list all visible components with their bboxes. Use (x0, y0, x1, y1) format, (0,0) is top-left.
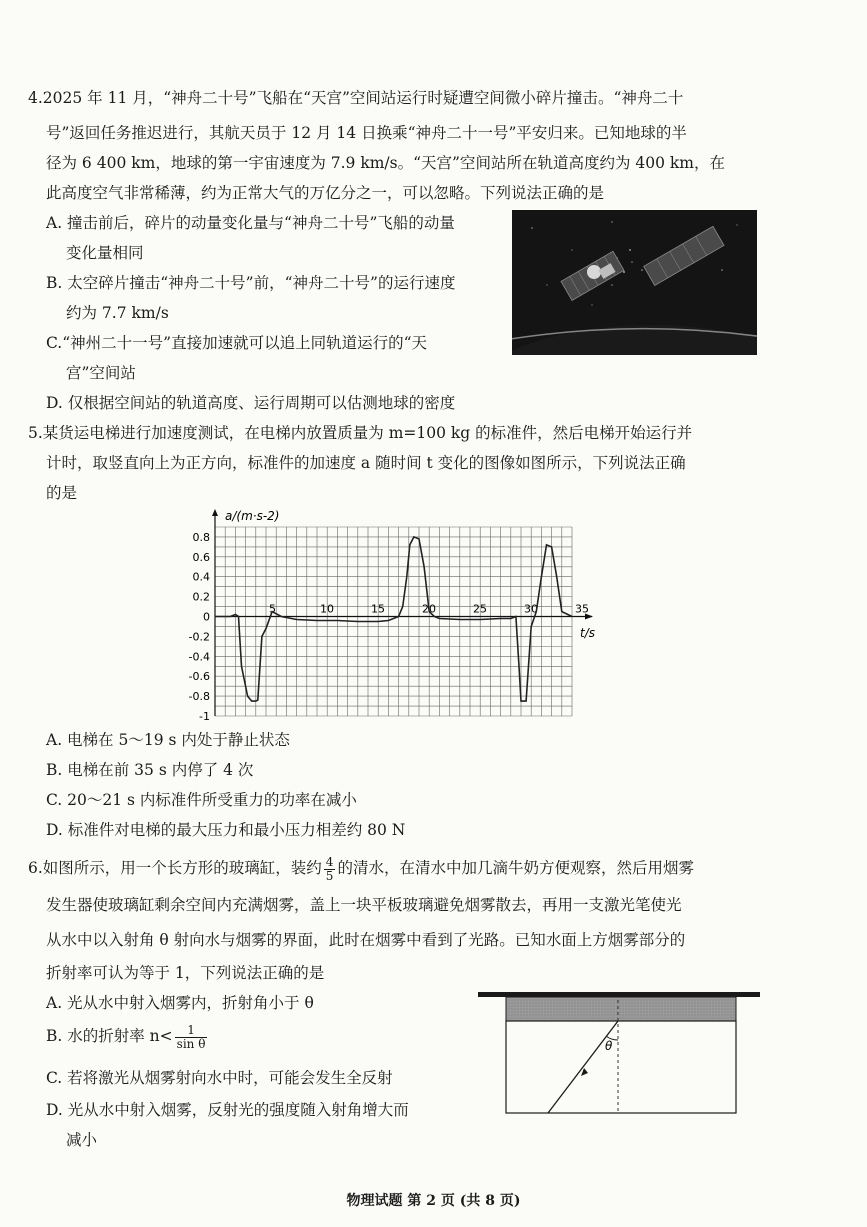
y-tick-label: 0 (203, 610, 210, 624)
q4-option-d: D. 仅根据空间站的轨道高度、运行周期可以估测地球的密度 (46, 394, 456, 412)
q4-option-b: B. 太空碎片撞击“神舟二十号”前，“神舟二十号”的运行速度 (46, 274, 456, 292)
x-tick-label: 5 (269, 602, 276, 616)
fraction-numerator: 4 (325, 854, 334, 869)
page-footer: 物理试题 第 2 页 (共 8 页) (346, 1193, 521, 1209)
fraction-denominator: 5 (325, 868, 334, 883)
q6-option-b-prefix: B. 水的折射率 n< (46, 1027, 173, 1045)
space-station-image (512, 210, 757, 355)
y-tick-label: 0.2 (192, 590, 210, 604)
q5-line-2: 计时，取竖直向上为正方向，标准件的加速度 a 随时间 t 变化的图像如图所示，下列说法正确 (46, 454, 686, 472)
fraction-four-fifths (324, 856, 336, 883)
q5-line-1: 5.某货运电梯进行加速度测试，在电梯内放置质量为 m=100 kg 的标准件，然后电梯开始运行并 (28, 424, 693, 442)
x-tick-label: 20 (422, 602, 436, 616)
theta-label: θ (605, 1039, 613, 1053)
x-tick-label: 35 (575, 602, 589, 616)
fraction-numerator: 1 (175, 1024, 208, 1038)
y-tick-label: -0.4 (188, 650, 210, 664)
fraction-denominator: sin θ (176, 1036, 206, 1051)
x-axis-label: t/s (580, 626, 595, 640)
q6-option-a: A. 光从水中射入烟雾内，折射角小于 θ (46, 994, 314, 1012)
q6-line-1-suffix: 的清水，在清水中加几滴牛奶方便观察，然后用烟雾 (337, 859, 694, 877)
q6-option-c: C. 若将激光从烟雾射向水中时，可能会发生全反射 (46, 1069, 393, 1087)
y-axis-label: a/(m·s-2) (225, 509, 280, 523)
q6-line-4: 折射率可认为等于 1，下列说法正确的是 (46, 964, 325, 982)
q5-option-b: B. 电梯在前 35 s 内停了 4 次 (46, 761, 254, 779)
y-tick-label: 0.8 (192, 530, 210, 544)
q6-option-b (46, 1022, 209, 1051)
y-tick-label: -0.8 (188, 690, 210, 704)
y-tick-label: -0.2 (188, 630, 210, 644)
x-tick-label: 25 (473, 602, 487, 616)
q4-option-c-cont: 宫”空间站 (66, 364, 136, 382)
y-tick-label: -1 (199, 710, 210, 723)
fraction-one-over-sin-theta (175, 1024, 208, 1051)
q6-line-2: 发生器使玻璃缸剩余空间内充满烟雾，盖上一块平板玻璃避免烟雾散去，再用一支激光笔使光 (46, 896, 682, 914)
x-tick-label: 10 (320, 602, 334, 616)
q5-line-3: 的是 (46, 484, 78, 502)
x-tick-label: 30 (524, 602, 538, 616)
q5-option-c: C. 20～21 s 内标准件所受重力的功率在减小 (46, 791, 357, 809)
q4-line-4: 此高度空气非常稀薄，约为正常大气的万亿分之一，可以忽略。下列说法正确的是 (46, 184, 605, 202)
q4-line-3: 径为 6 400 km，地球的第一宇宙速度为 7.9 km/s。“天宫”空间站所在轨道高度约为 400 km，在 (46, 154, 725, 172)
acceleration-time-chart (180, 505, 605, 725)
q6-line-3: 从水中以入射角 θ 射向水与烟雾的界面，此时在烟雾中看到了光路。已知水面上方烟雾部分的 (46, 931, 686, 949)
q5-option-a: A. 电梯在 5～19 s 内处于静止状态 (46, 731, 290, 749)
q4-option-b-cont: 约为 7.7 km/s (66, 304, 169, 322)
q6-line-1-prefix: 6.如图所示，用一个长方形的玻璃缸，装约 (28, 859, 322, 877)
q6-option-d: D. 光从水中射入烟雾，反射光的强度随入射角增大而 (46, 1101, 409, 1119)
y-tick-label: 0.4 (192, 570, 210, 584)
y-tick-label: -0.6 (188, 670, 210, 684)
x-tick-label: 15 (371, 602, 385, 616)
q4-option-a-cont: 变化量相同 (66, 244, 144, 262)
q4-option-a: A. 撞击前后，碎片的动量变化量与“神舟二十号”飞船的动量 (46, 214, 455, 232)
q5-option-d: D. 标准件对电梯的最大压力和最小压力相差约 80 N (46, 821, 406, 839)
q4-line-2: 号”返回任务推迟进行，其航天员于 12 月 14 日换乘“神舟二十一号”平安归来。已知地球的半 (46, 124, 687, 142)
q6-option-d-cont: 减小 (66, 1131, 98, 1149)
water-region (506, 1021, 736, 1113)
y-tick-label: 0.6 (192, 550, 210, 564)
glass-cover (478, 992, 760, 997)
fish-tank-diagram (478, 990, 763, 1120)
q6-line-1 (28, 855, 694, 883)
q4-line-1: 4.2025 年 11 月，“神舟二十号”飞船在“天宫”空间站运行时疑遭空间微小碎片撞击。“神舟二十 (28, 89, 684, 107)
smoke-region (506, 997, 736, 1021)
q4-option-c: C.“神州二十一号”直接加速就可以追上同轨道运行的“天 (46, 334, 428, 352)
y-axis-arrow (212, 509, 218, 516)
